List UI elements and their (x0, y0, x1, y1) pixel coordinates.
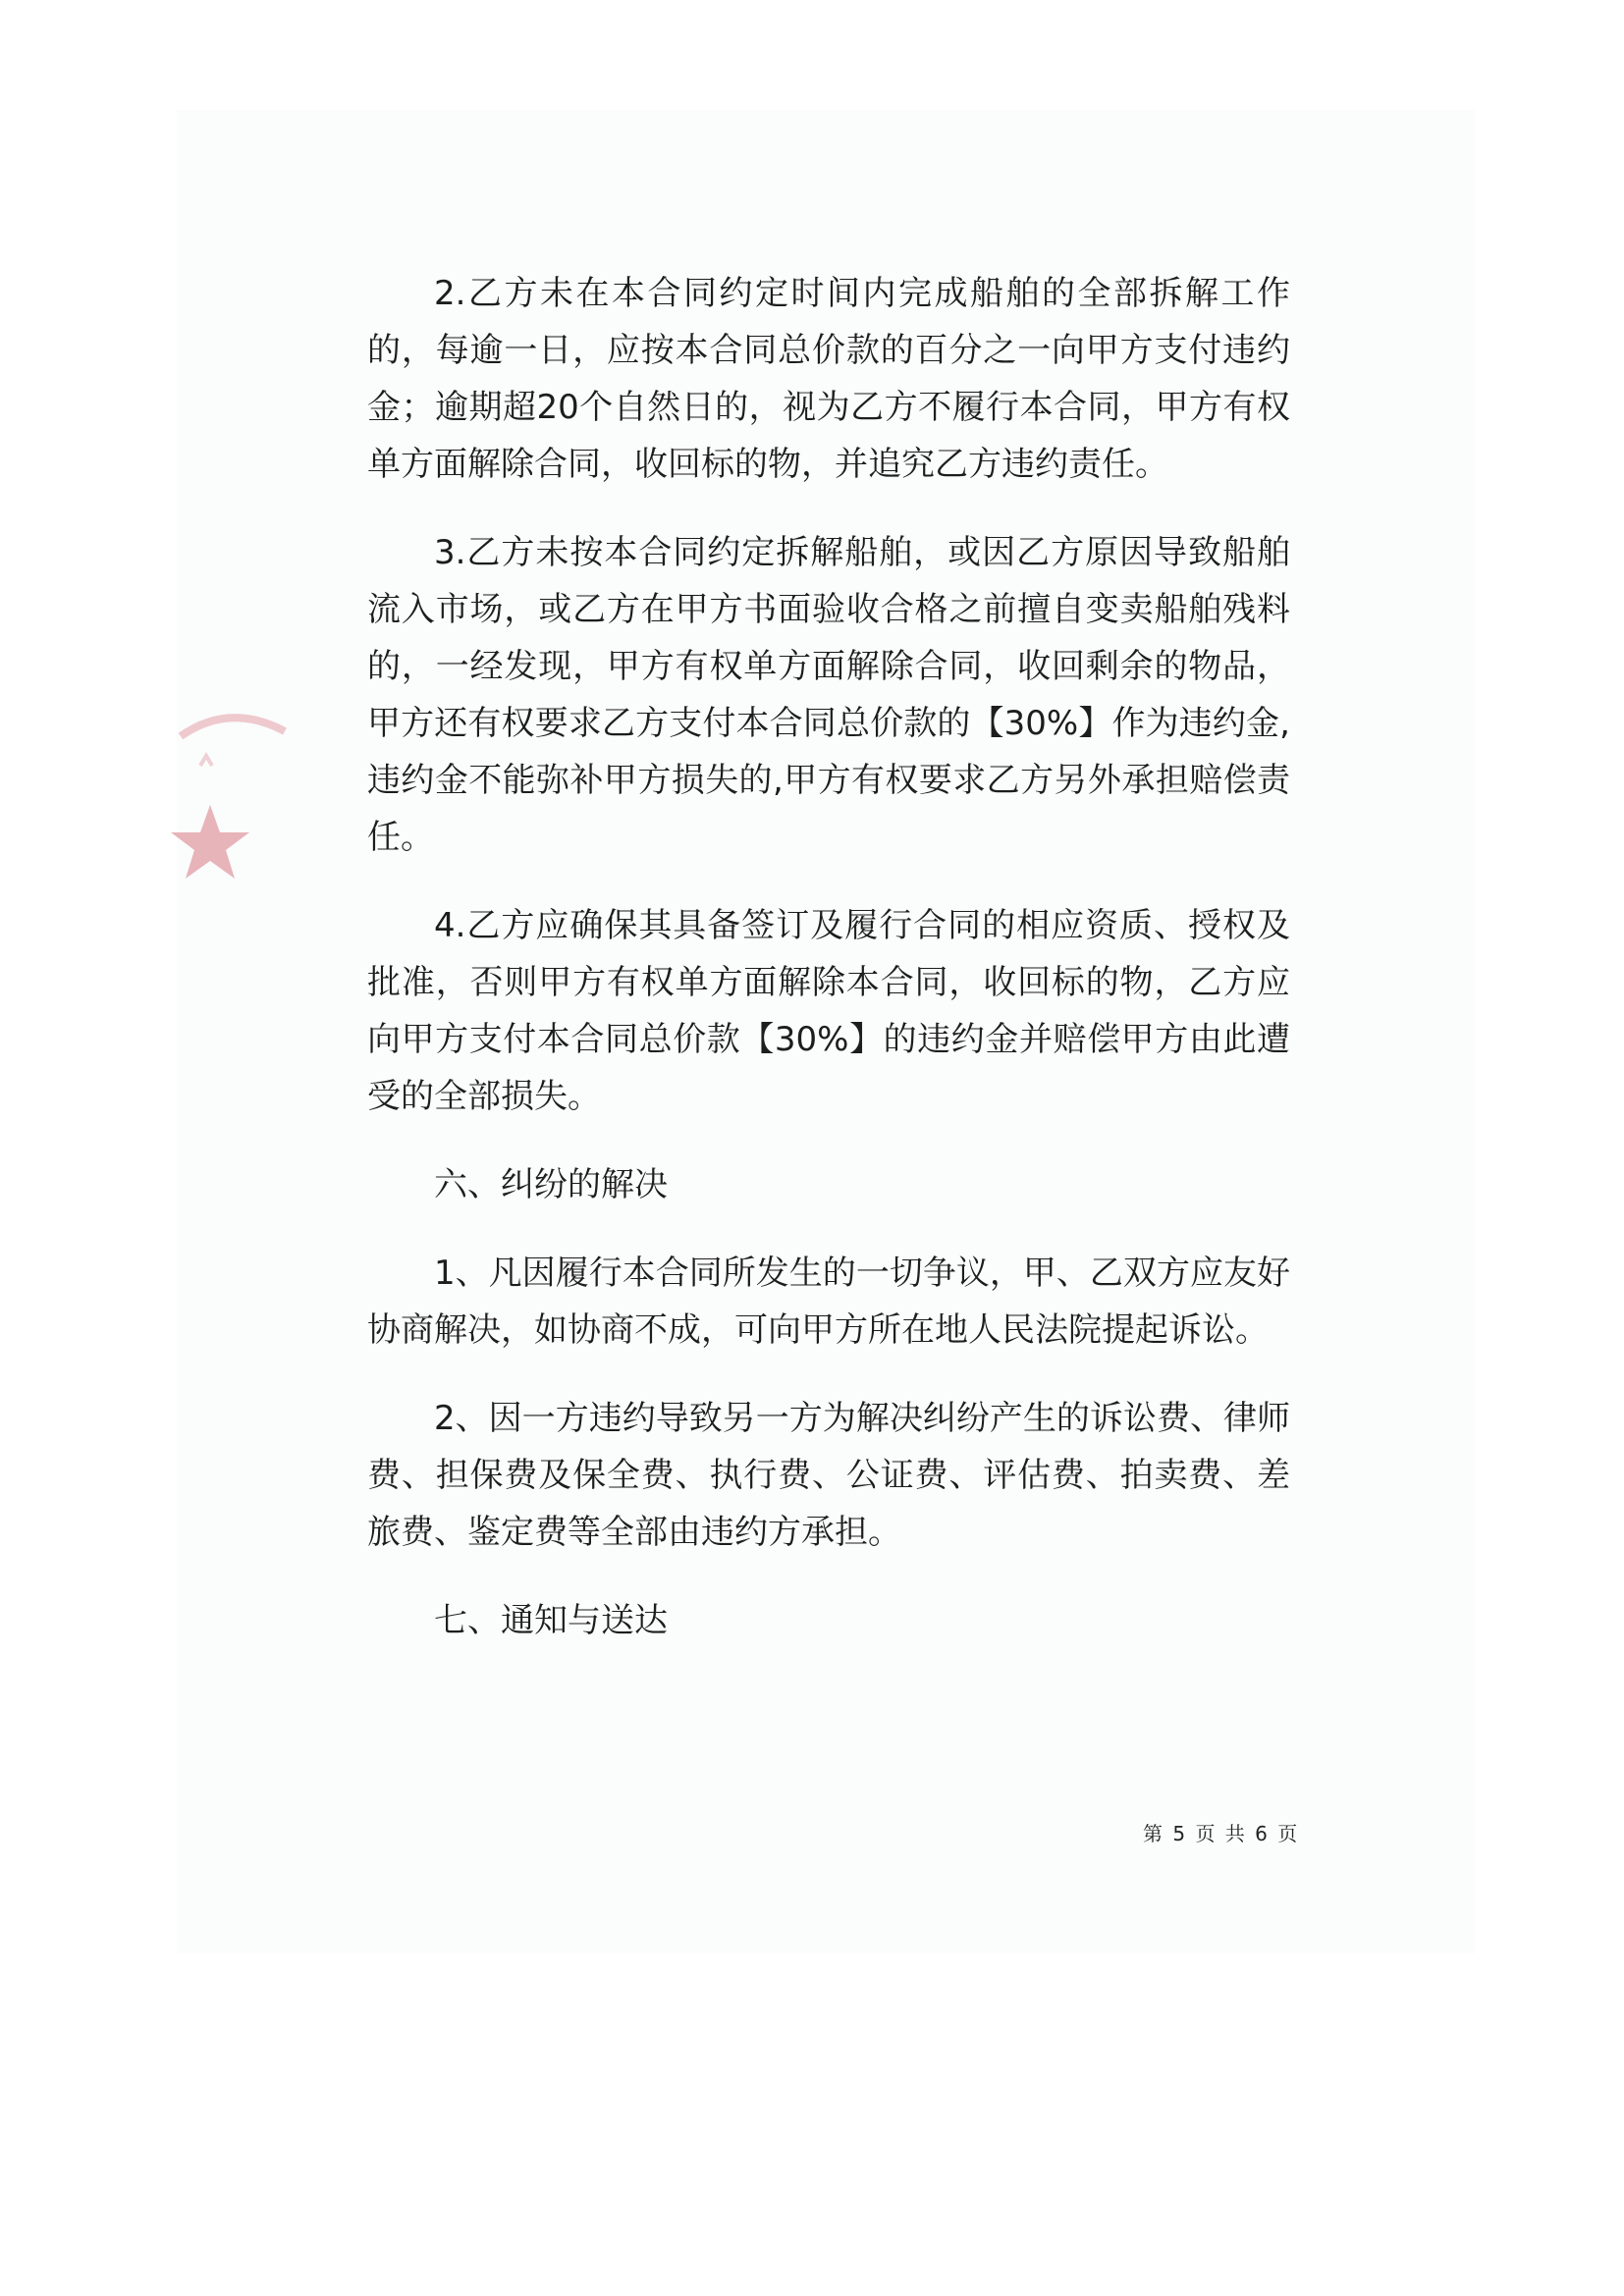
clause-4-paragraph: 4.乙方应确保其具备签订及履行合同的相应资质、授权及批准，否则甲方有权单方面解除本合同，收回标的物，乙方应向甲方支付本合同总价款【30%】的违约金并赔偿甲方由此遭受的全部损失。 (367, 906, 1290, 1116)
seal-star-icon (171, 805, 249, 879)
clause-3-paragraph: 3.乙方未按本合同约定拆解船舶，或因乙方原因导致船舶流入市场，或乙方在甲方书面验收合格之前擅自变卖船舶残料的，一经发现，甲方有权单方面解除合同，收回剩余的物品，甲方还有权要求乙方支付本合同总价款的【30%】作为违约金,违约金不能弥补甲方损失的,甲方有权要求乙方另外承担赔偿责任。 (367, 533, 1290, 857)
page-number: 第 5 页 共 6 页 (1143, 1822, 1300, 1845)
section-six-heading: 六、纠纷的解决 (434, 1165, 668, 1204)
red-seal-stamp (171, 707, 289, 923)
section-seven-heading: 七、通知与送达 (434, 1601, 668, 1640)
clause-2-paragraph: 2.乙方未在本合同约定时间内完成船舶的全部拆解工作的，每逾一日，应按本合同总价款的百分之一向甲方支付违约金；逾期超20个自然日的，视为乙方不履行本合同，甲方有权单方面解除合同，收回标的物，并追究乙方违约责任。 (367, 274, 1290, 484)
section-six-item-1: 1、凡因履行本合同所发生的一切争议，甲、乙双方应友好协商解决，如协商不成，可向甲方所在地人民法院提起诉讼。 (367, 1254, 1290, 1350)
document-body (367, 265, 1290, 1681)
section-six-item-2: 2、因一方违约导致另一方为解决纠纷产生的诉讼费、律师费、担保费及保全费、执行费、公证费、评估费、拍卖费、差旅费、鉴定费等全部由违约方承担。 (367, 1399, 1290, 1552)
